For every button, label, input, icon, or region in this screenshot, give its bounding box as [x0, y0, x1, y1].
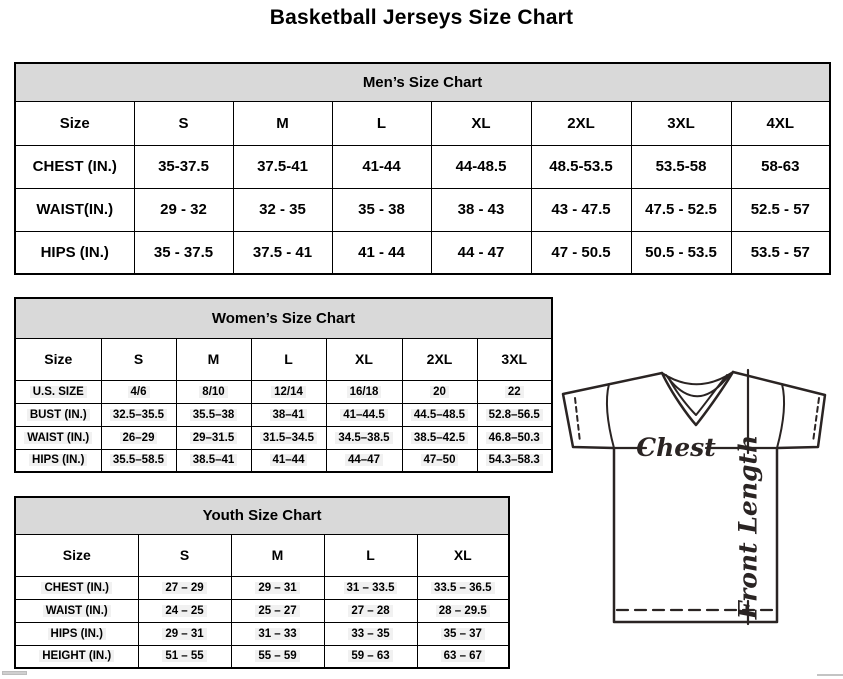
chart-title-row: [15, 63, 830, 101]
cell-value: 38 - 43: [457, 201, 505, 218]
row-label: WAIST(IN.): [36, 201, 114, 218]
cell-value: 44 - 47: [457, 243, 505, 261]
cell-value: 47.5 - 52.5: [645, 201, 717, 218]
table-cell: [138, 645, 231, 668]
table-cell: [531, 231, 631, 274]
table-cell: [251, 426, 326, 449]
column-header: L: [324, 534, 417, 576]
column-header: 3XL: [477, 338, 552, 380]
cell-value: 47 - 50.5: [551, 243, 611, 261]
youth-size-table-title: Youth Size Chart: [15, 497, 509, 534]
row-label: WAIST (IN.): [24, 432, 92, 444]
table-row: [15, 576, 509, 599]
cell-value: 29 – 31: [162, 628, 206, 640]
cell-value: 47–50: [421, 454, 459, 466]
table-cell: [332, 188, 431, 231]
row-header: [15, 645, 138, 668]
row-label: CHEST (IN.): [32, 158, 117, 175]
row-header: [15, 449, 101, 472]
bottom-right-gray-bar: [817, 674, 843, 676]
cell-value: 22: [505, 386, 524, 398]
cell-value: 44-48.5: [455, 158, 507, 175]
column-header: XL: [431, 101, 531, 145]
cell-value: 31 – 33: [255, 628, 299, 640]
cell-value: 28 – 29.5: [436, 605, 490, 617]
cell-value: 58-63: [761, 158, 800, 175]
cell-value: 48.5-53.5: [549, 158, 613, 175]
cell-value: 53.5 - 57: [750, 243, 810, 261]
cell-value: 52.8–56.5: [486, 409, 543, 421]
table-cell: [138, 599, 231, 622]
cell-value: 37.5-41: [257, 158, 308, 175]
row-header: [15, 426, 101, 449]
table-row: [15, 426, 552, 449]
cell-value: 26–29: [120, 432, 158, 444]
cell-value: 41–44: [270, 454, 308, 466]
cell-value: 32 - 35: [259, 201, 306, 218]
table-cell: [101, 380, 176, 403]
jersey-measurement-diagram: [556, 362, 842, 662]
table-cell: [477, 449, 552, 472]
table-cell: [731, 145, 830, 188]
table-cell: [477, 403, 552, 426]
bottom-left-gray-bar: [2, 671, 27, 675]
row-header: [15, 145, 134, 188]
row-label: CHEST (IN.): [41, 582, 112, 594]
cell-value: 59 – 63: [348, 650, 392, 662]
cell-value: 29–31.5: [190, 432, 238, 444]
row-label: U.S. SIZE: [30, 386, 87, 398]
table-cell: [138, 622, 231, 645]
table-cell: [233, 188, 332, 231]
table-cell: [631, 231, 731, 274]
table-cell: [631, 188, 731, 231]
table-cell: [531, 145, 631, 188]
cell-value: 52.5 - 57: [750, 201, 810, 218]
jersey-outline: [563, 372, 825, 622]
cell-value: 35 - 38: [358, 201, 405, 218]
table-cell: [326, 426, 402, 449]
cell-value: 50.5 - 53.5: [645, 243, 717, 261]
front-length-label: Front Length: [733, 434, 763, 620]
chart-title-row: [15, 497, 509, 534]
table-cell: [134, 145, 233, 188]
table-row: [15, 449, 552, 472]
column-header: M: [176, 338, 251, 380]
row-header: [15, 403, 101, 426]
table-cell: [402, 380, 477, 403]
cell-value: 33.5 – 36.5: [431, 582, 495, 594]
womens-size-table-title: Women’s Size Chart: [15, 298, 552, 338]
table-row: [15, 622, 509, 645]
table-cell: [176, 380, 251, 403]
row-label: HEIGHT (IN.): [39, 650, 114, 662]
mens-size-table-title: Men’s Size Chart: [15, 63, 830, 101]
table-cell: [231, 622, 324, 645]
table-cell: [324, 576, 417, 599]
cell-value: 32.5–35.5: [110, 409, 167, 421]
column-header-row: [15, 338, 552, 380]
table-cell: [231, 576, 324, 599]
table-cell: [417, 622, 509, 645]
cell-value: 38.5–41: [190, 454, 238, 466]
column-header: 2XL: [402, 338, 477, 380]
cell-value: 35 – 37: [441, 628, 485, 640]
cell-value: 35-37.5: [158, 158, 209, 175]
table-cell: [251, 403, 326, 426]
cell-value: 12/14: [271, 386, 306, 398]
row-header: [15, 622, 138, 645]
cell-value: 53.5-58: [655, 158, 707, 175]
table-cell: [324, 622, 417, 645]
cell-value: 4/6: [128, 386, 150, 398]
table-cell: [731, 231, 830, 274]
chart-title-row: [15, 298, 552, 338]
cell-value: 29 – 31: [255, 582, 299, 594]
cell-value: 41 - 44: [358, 243, 405, 261]
table-cell: [138, 576, 231, 599]
table-cell: [324, 645, 417, 668]
column-header: Size: [15, 534, 138, 576]
table-cell: [332, 231, 431, 274]
cell-value: 33 – 35: [348, 628, 392, 640]
cell-value: 44–47: [345, 454, 383, 466]
table-row: [15, 188, 830, 231]
mens-size-table: [14, 62, 831, 275]
column-header: XL: [326, 338, 402, 380]
table-cell: [233, 231, 332, 274]
column-header: 4XL: [731, 101, 830, 145]
table-cell: [402, 403, 477, 426]
cell-value: 55 – 59: [255, 650, 299, 662]
table-cell: [477, 426, 552, 449]
table-cell: [231, 599, 324, 622]
cell-value: 16/18: [347, 386, 382, 398]
cell-value: 34.5–38.5: [335, 432, 392, 444]
column-header-row: [15, 534, 509, 576]
cell-value: 31 – 33.5: [344, 582, 398, 594]
cell-value: 63 – 67: [441, 650, 485, 662]
youth-size-table: [14, 496, 510, 669]
cell-value: 35.5–58.5: [110, 454, 167, 466]
column-header: S: [101, 338, 176, 380]
row-header: [15, 576, 138, 599]
column-header: 2XL: [531, 101, 631, 145]
table-cell: [531, 188, 631, 231]
column-header: XL: [417, 534, 509, 576]
cell-value: 51 – 55: [162, 650, 206, 662]
cell-value: 37.5 - 41: [252, 243, 313, 261]
column-header: Size: [15, 101, 134, 145]
cell-value: 31.5–34.5: [260, 432, 317, 444]
column-header: S: [138, 534, 231, 576]
womens-size-table: [14, 297, 553, 473]
row-header: [15, 599, 138, 622]
column-header: M: [233, 101, 332, 145]
chest-label: Chest: [636, 433, 716, 462]
table-cell: [101, 403, 176, 426]
row-label: HIPS (IN.): [29, 454, 87, 466]
column-header: 3XL: [631, 101, 731, 145]
row-header: [15, 380, 101, 403]
row-header: [15, 188, 134, 231]
table-cell: [176, 449, 251, 472]
cell-value: 46.8–50.3: [486, 432, 543, 444]
column-header: S: [134, 101, 233, 145]
cell-value: 35.5–38: [190, 409, 238, 421]
table-cell: [251, 449, 326, 472]
cell-value: 41-44: [362, 158, 401, 175]
table-cell: [402, 449, 477, 472]
cell-value: 43 - 47.5: [551, 201, 611, 218]
cell-value: 20: [430, 386, 449, 398]
table-cell: [326, 449, 402, 472]
cell-value: 24 – 25: [162, 605, 206, 617]
row-header: [15, 231, 134, 274]
table-cell: [101, 449, 176, 472]
table-row: [15, 645, 509, 668]
cell-value: 25 – 27: [255, 605, 299, 617]
table-cell: [417, 599, 509, 622]
page-title: Basketball Jerseys Size Chart: [269, 6, 574, 29]
table-cell: [431, 231, 531, 274]
table-cell: [324, 599, 417, 622]
table-row: [15, 380, 552, 403]
row-label: BUST (IN.): [27, 409, 90, 421]
cell-value: 29 - 32: [160, 201, 207, 218]
column-header: L: [251, 338, 326, 380]
cell-value: 27 – 29: [162, 582, 206, 594]
table-row: [15, 599, 509, 622]
table-cell: [631, 145, 731, 188]
table-cell: [251, 380, 326, 403]
cell-value: 41–44.5: [340, 409, 388, 421]
cell-value: 35 - 37.5: [153, 243, 214, 261]
table-cell: [176, 403, 251, 426]
table-cell: [134, 188, 233, 231]
table-cell: [231, 645, 324, 668]
cell-value: 27 – 28: [348, 605, 392, 617]
table-row: [15, 403, 552, 426]
row-label: HIPS (IN.): [48, 628, 106, 640]
column-header: Size: [15, 338, 101, 380]
table-cell: [134, 231, 233, 274]
table-cell: [731, 188, 830, 231]
cell-value: 38–41: [270, 409, 308, 421]
table-cell: [431, 188, 531, 231]
column-header: M: [231, 534, 324, 576]
row-label: WAIST (IN.): [43, 605, 111, 617]
table-cell: [101, 426, 176, 449]
table-cell: [326, 403, 402, 426]
table-cell: [332, 145, 431, 188]
cell-value: 38.5–42.5: [411, 432, 468, 444]
table-cell: [417, 645, 509, 668]
table-row: [15, 145, 830, 188]
table-cell: [402, 426, 477, 449]
table-cell: [431, 145, 531, 188]
table-cell: [417, 576, 509, 599]
row-label: HIPS (IN.): [40, 243, 109, 261]
table-cell: [477, 380, 552, 403]
cell-value: 44.5–48.5: [411, 409, 468, 421]
table-cell: [233, 145, 332, 188]
cell-value: 8/10: [199, 386, 227, 398]
table-row: [15, 231, 830, 274]
column-header: L: [332, 101, 431, 145]
table-cell: [326, 380, 402, 403]
table-cell: [176, 426, 251, 449]
cell-value: 54.3–58.3: [486, 454, 543, 466]
column-header-row: [15, 101, 830, 145]
